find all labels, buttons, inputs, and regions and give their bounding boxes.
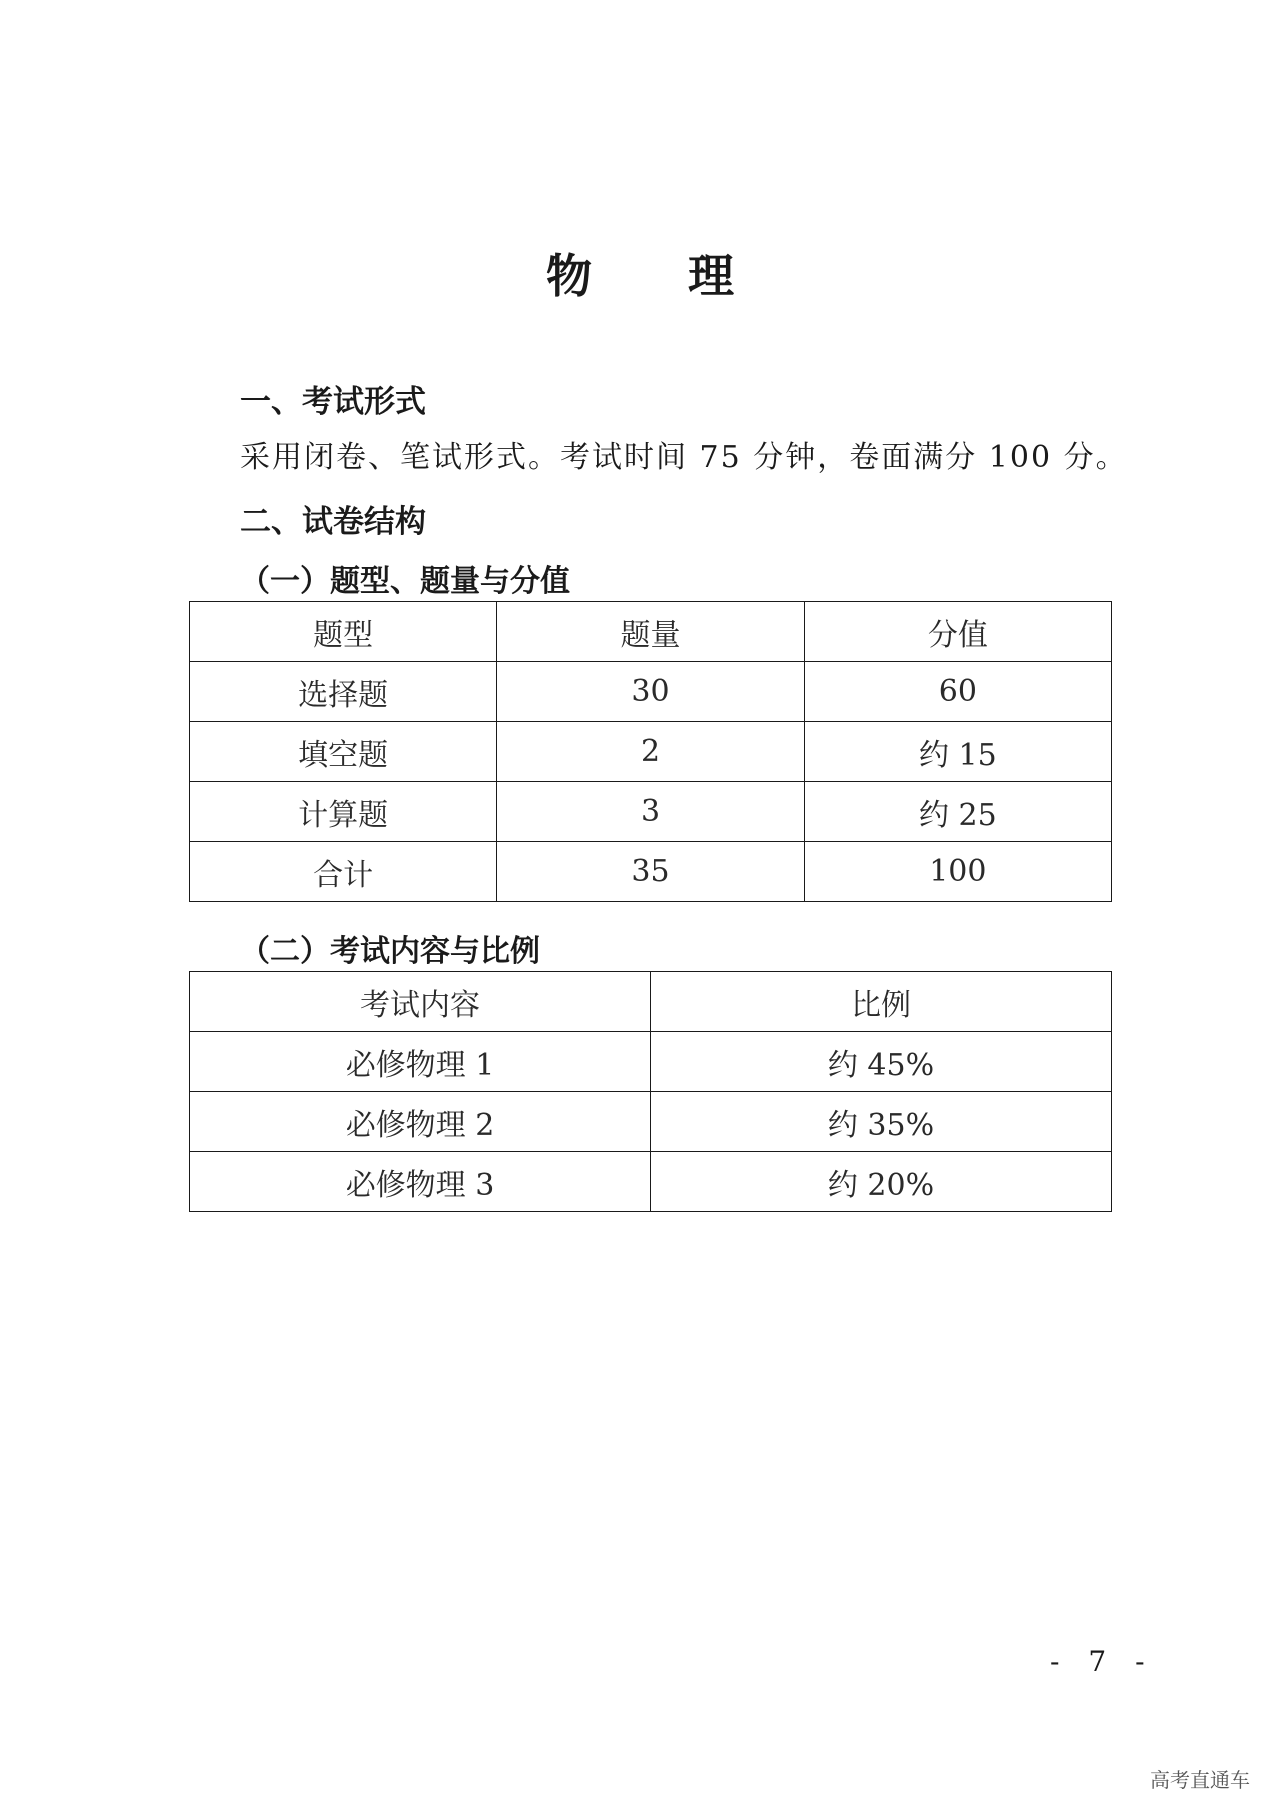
table-cell: 必修物理 3	[190, 1152, 651, 1212]
table-row	[190, 1152, 1112, 1212]
question-types-table	[189, 601, 1112, 902]
table-cell: 2	[497, 722, 804, 782]
table-row	[190, 662, 1112, 722]
exam-format-text: 采用闭卷、笔试形式。考试时间 75 分钟，卷面满分 100 分。	[240, 440, 1128, 475]
table-cell: 必修物理 2	[190, 1092, 651, 1152]
page-title: 物 理	[545, 249, 774, 303]
table-cell: 100	[804, 842, 1111, 902]
table-cell: 约 15	[804, 722, 1111, 782]
table-cell: 60	[804, 662, 1111, 722]
table-row	[190, 842, 1112, 902]
table-cell: 约 35%	[651, 1092, 1112, 1152]
table-cell: 计算题	[190, 782, 497, 842]
content-ratio-table	[189, 971, 1112, 1212]
table-cell: 合计	[190, 842, 497, 902]
table-cell: 选择题	[190, 662, 497, 722]
table-cell: 3	[497, 782, 804, 842]
subsection-heading-content-ratio: （二）考试内容与比例	[240, 934, 540, 969]
table-row	[190, 722, 1112, 782]
table-cell: 约 25	[804, 782, 1111, 842]
table-header-row	[190, 602, 1112, 662]
table-cell: 35	[497, 842, 804, 902]
table-cell: 30	[497, 662, 804, 722]
subsection-heading-question-types: （一）题型、题量与分值	[240, 564, 570, 599]
page-number: - 7 -	[1050, 1645, 1155, 1678]
table-header-row	[190, 972, 1112, 1032]
section-heading-exam-format: 一、考试形式	[240, 384, 426, 420]
header-cell: 比例	[651, 972, 1112, 1032]
table-row	[190, 1032, 1112, 1092]
table-cell: 约 45%	[651, 1032, 1112, 1092]
header-cell: 考试内容	[190, 972, 651, 1032]
header-cell: 题型	[190, 602, 497, 662]
watermark: 高考直通车	[1150, 1768, 1250, 1792]
table-row	[190, 782, 1112, 842]
header-cell: 分值	[804, 602, 1111, 662]
table-cell: 填空题	[190, 722, 497, 782]
header-cell: 题量	[497, 602, 804, 662]
table-row	[190, 1092, 1112, 1152]
section-heading-paper-structure: 二、试卷结构	[240, 504, 426, 540]
table-cell: 必修物理 1	[190, 1032, 651, 1092]
table-cell: 约 20%	[651, 1152, 1112, 1212]
